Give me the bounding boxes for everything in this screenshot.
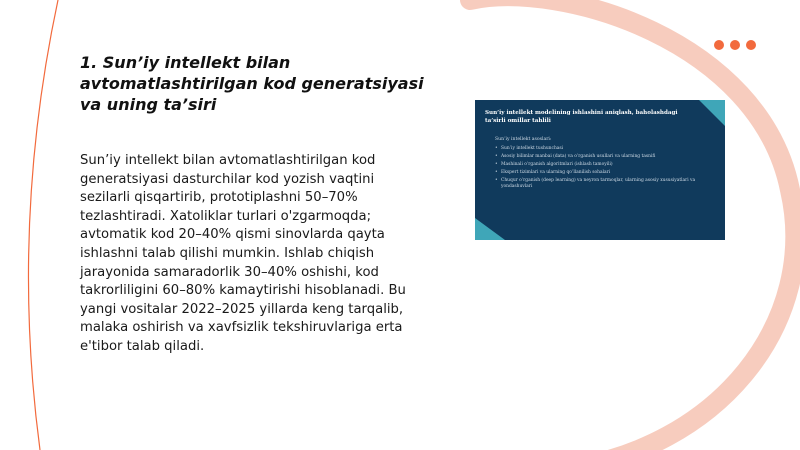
thumbnail-ribbon-top xyxy=(699,100,725,126)
thumbnail-list-item: • Chuqur o‘rganish (deep learning) va neyron tarmoqlar, ularning asosiy xususiyatlari va yondashuvlari xyxy=(495,178,707,189)
thumbnail-list-item: • Ekspert tizimlari va ularning qo‘llanilish sohalari xyxy=(495,170,707,176)
slide-body-text: Sun’iy intellekt bilan avtomatlashtirilgan kod generatsiyasi dasturchilar kod yozish vaqtini sezilarli qisqartirib, prototiplashni 50–70% tezlashtiradi. Xatoliklar turlari o'zgarmoqda; avtomatik kod 20–40% qismi sinovlarda qayta ishlashni talab qilishi mumkin. Ishlab chiqish jarayonida samaradorlik 30–40% oshishi, kod takrorliligini 60–80% kamaytirishi hisoblanadi. Bu yangi vositalar 2022–2025 yillarda keng tarqalib, malaka oshirish va xavfsizlik tekshiruvlariga erta e'tibor talab qiladi. xyxy=(80,153,406,354)
thumbnail-subtitle: Sun’iy intellekt asoslari: xyxy=(495,137,552,142)
dot xyxy=(746,40,756,50)
dot xyxy=(730,40,740,50)
thumbnail-title: Sun’iy intellekt modelining ishlashini aniqlash, baholashdagi ta’sirli omillar tahlili xyxy=(485,110,678,124)
slide-title: 1. Sun’iy intellekt bilan avtomatlashtirilgan kod generatsiyasi va uning ta’siri xyxy=(80,53,424,114)
thumbnail-list-item: • Mashinali o‘rganish algoritmlari (ishlash tamoyili) xyxy=(495,162,707,168)
embedded-slide-thumbnail xyxy=(475,100,725,240)
dot xyxy=(714,40,724,50)
left-arc-line xyxy=(28,0,58,450)
three-dots-icon xyxy=(714,40,756,50)
thumbnail-ribbon-bottom xyxy=(475,218,505,240)
thumbnail-list-item: • Sun’iy intellekt tushunchasi xyxy=(495,146,707,152)
thumbnail-list-item: • Asosiy bilimlar manbai (data) va o‘rganish usullari va ularning tasnifi xyxy=(495,154,707,160)
thumbnail-list xyxy=(495,146,707,192)
